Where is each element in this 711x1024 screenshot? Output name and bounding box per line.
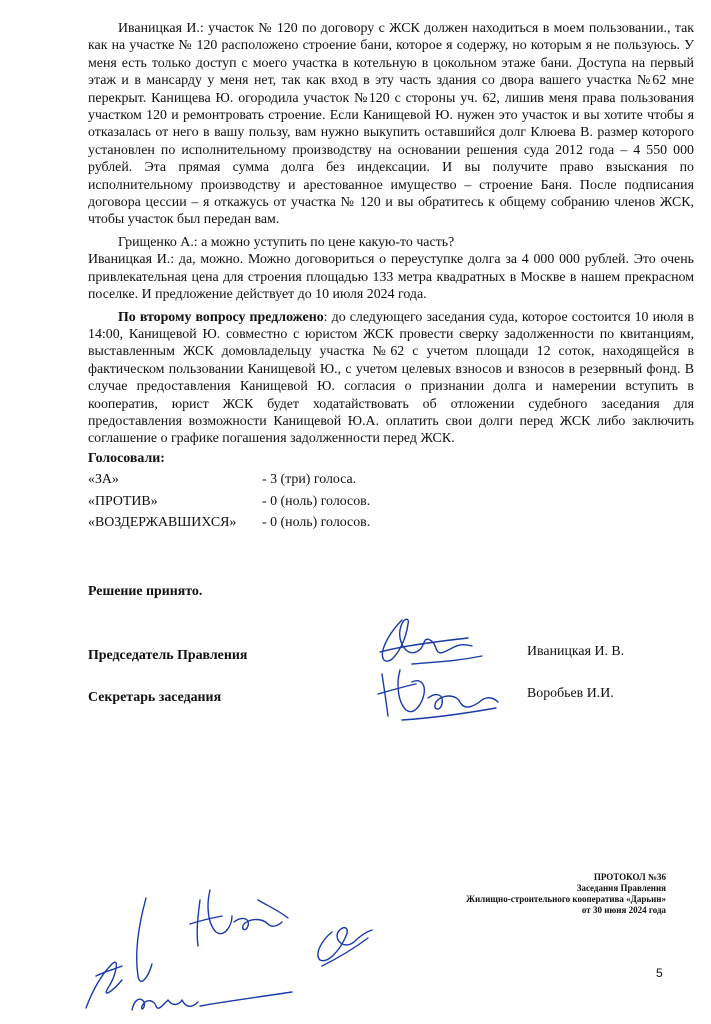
paragraph-second-question: [88, 309, 694, 448]
voting-title: Голосовали:: [88, 450, 165, 466]
protocol-footer: [466, 872, 666, 916]
second-question-label: По второму вопросу предложено: [118, 309, 324, 325]
minutes-body: [88, 20, 694, 531]
vote-row-against: [88, 493, 694, 510]
decision-text: Решение принято.: [88, 584, 203, 599]
vote-row-for: [88, 471, 694, 488]
paragraph-ivanitskaya-answer: Иваницкая И.: да, можно. Можно договориться о переуступке долга за 4 000 000 рублей. Это очень привлекательная цена для строения площадью 133 метра квадратных в Москве в нашем прекрасном поселке. И предложение действует до 10 июля 2024 года.: [88, 252, 694, 303]
chair-signature: [372, 612, 492, 672]
second-question-text: : до следующего заседания суда, которое состоится 10 июля в 14:00, Канищевой Ю. совместно с юристом ЖСК провести сверку задолженности по квитанциям, выставленным ЖСК домовладельцу участка №62 с учетом площади 12 соток, находящейся в фактическом пользовании Канищевой Ю., с учетом целевых взносов и взносов в резервный фонд. В случае предоставления Канищевой Ю. согласия о признании долга и намерении вступить в кооператив, юрист ЖСК будет ходатайствовать об отложении судебного заседания для предоставления возможности Канищевой Ю.А. оплатить свои долги перед ЖСК либо заключить соглашение о графике погашения задолженности перед ЖСК.: [88, 309, 694, 447]
footer-date: от 30 июня 2024 года: [581, 905, 666, 915]
footer-protocol-number: ПРОТОКОЛ №36: [593, 872, 666, 882]
secretary-signature: [372, 664, 502, 724]
margin-signatures: [82, 880, 382, 1020]
paragraph-grishchenko-question: Грищенко А.: а можно уступить по цене какую-то часть?: [118, 234, 455, 250]
vote-label: «ПРОТИВ»: [88, 493, 158, 509]
vote-value: - 0 (ноль) голосов.: [262, 514, 371, 530]
vote-value: - 3 (три) голоса.: [262, 472, 357, 488]
paragraph-ivanitskaya-statement: Иваницкая И.: участок № 120 по договору с ЖСК должен находиться в моем пользовании., так как на участке № 120 расположено строение бани, которое я содержу, но которым я не пользуюсь. У меня есть только доступ с моего участка в котельную в цокольном этаже бани. Доступа на первый этаж и в мансарду у меня нет, так как вход в эту часть здания со двора вашего участка №62 мне перекрыт. Канищева Ю. огородила участок №120 с стороны уч. 62, лишив меня права пользования участком 120 и ремонтровать строение. Если Канищевой Ю. нужен это участок и вы хотите чтобы я отказалась от него в вашу пользу, вам нужно выкупить оставшийся долг Клюева В. размер которого установлен по исполнительному производству на основании решения суда 2012 года – 4 550 000 рублей. Эта прямая сумма долга без индексации. И вы получите право взыскания по исполнительному производству и арестованное имущество – строение Баня. После подписания договора цессии – я откажусь от участка № 120 и вы обратитесь к общему собранию членов ЖСК, чтобы участок был передан вам.: [88, 21, 694, 228]
chair-role: Председатель Правления: [88, 648, 248, 663]
vote-row-abstained: [88, 514, 694, 531]
chair-name: Иваницкая И. В.: [527, 644, 625, 659]
vote-value: - 0 (ноль) голосов.: [262, 493, 371, 509]
vote-label: «ЗА»: [88, 472, 119, 488]
secretary-name: Воробьев И.И.: [527, 686, 614, 701]
vote-label: «ВОЗДЕРЖАВШИХСЯ»: [88, 514, 237, 530]
secretary-role: Секретарь заседания: [88, 690, 222, 705]
footer-meeting: Заседания Правления: [576, 883, 666, 893]
page-number: 5: [656, 966, 663, 980]
footer-cooperative: Жилищно-строительного кооператива «Дарьин»: [466, 894, 666, 904]
